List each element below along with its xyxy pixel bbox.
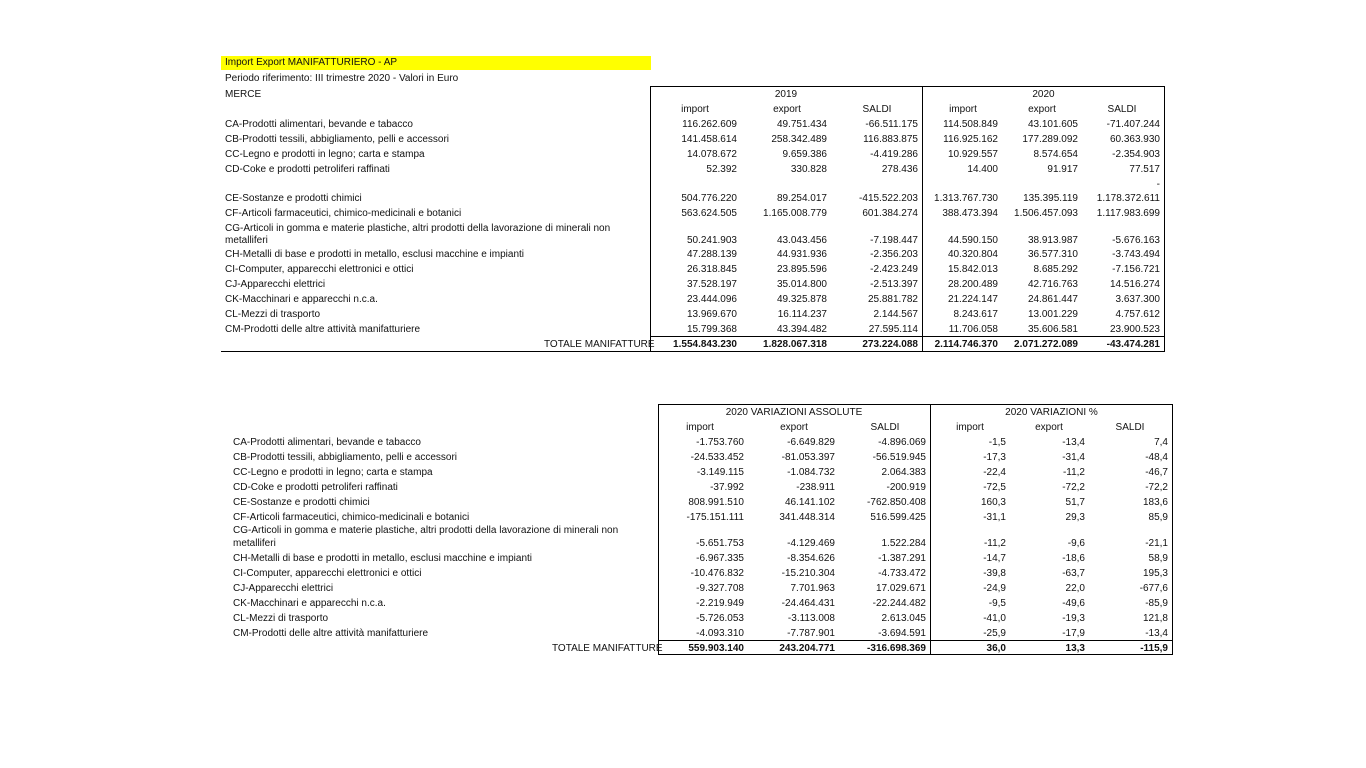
table1-cell: 388.473.394 [942,208,998,219]
table1-cell: 135.395.119 [1023,193,1078,204]
table1-col-header: export [773,104,801,115]
table1-cell: -66.511.175 [865,119,918,130]
table1-row-label: CG-Articoli in gomma e materie plastiche, altri prodotti della lavorazione di minerali non [225,223,611,234]
table1-cell: 25.881.782 [867,294,918,305]
table2-cell: -46,7 [1145,467,1168,478]
table2-cell: -37.992 [710,482,744,493]
table2-row-label: CC-Legno e prodotti in legno; carta e stampa [233,467,433,478]
table2-cell: -8.354.626 [787,553,835,564]
table2-cell: -762.850.408 [867,497,926,508]
table2-cell: -6.649.829 [787,437,835,448]
table1-row-label: CB-Prodotti tessili, abbigliamento, pelli e accessori [225,134,449,145]
table2-cell: -24,9 [983,583,1006,594]
table1-cell: 44.590.150 [947,235,998,246]
table1-cell: -2.423.249 [870,264,918,275]
table2-cell: -56.519.945 [872,452,926,463]
table1-cell: 177.289.092 [1022,134,1078,145]
table1-cell: 89.254.017 [776,193,827,204]
table2-total-cell: 36,0 [986,643,1006,654]
table2-cell: 85,9 [1148,512,1168,523]
table1-col-header: import [681,104,709,115]
table1-cell: 38.913.987 [1027,235,1078,246]
table1-cell: 15.799.368 [686,324,737,335]
table2-cell: -24.533.452 [690,452,744,463]
table2-cell: -3.113.008 [787,613,835,624]
table1-cell: 23.444.096 [686,294,737,305]
table2-col-header: export [780,422,808,433]
table2-cell: -13,4 [1145,628,1168,639]
table1-cell: 49.751.434 [776,119,827,130]
table2-cell: -4.733.472 [878,568,926,579]
table1-cell: 24.861.447 [1027,294,1078,305]
table1-cell: 43.043.456 [776,235,827,246]
table1-cell: 258.342.489 [771,134,827,145]
table1-cell: 44.931.936 [776,249,827,260]
table1-row-label: CL-Mezzi di trasporto [225,309,321,320]
table2-total-cell: 559.903.140 [688,643,744,654]
table1-cell: 8.685.292 [1033,264,1078,275]
table2-cell: -3.694.591 [878,628,926,639]
table2-cell: -21,1 [1145,538,1168,549]
table2-row-label-cont: metalliferi [233,538,276,549]
table2-row-label: CA-Prodotti alimentari, bevande e tabacco [233,437,421,448]
table1-cell: 16.114.237 [777,309,827,320]
table2-cell: -72,2 [1062,482,1085,493]
table2-row-label: CB-Prodotti tessili, abbigliamento, pelli e accessori [233,452,457,463]
table1-cell: 91.917 [1047,164,1078,175]
table1-cell: -71.407.244 [1106,119,1160,130]
table2-total-cell: 13,3 [1065,643,1085,654]
sheet-title: Import Export MANIFATTURIERO - AP [221,56,651,70]
table1-cell: 14.516.274 [1109,279,1160,290]
table2-cell: -24.464.431 [781,598,835,609]
table2-row-label: CF-Articoli farmaceutici, chimico-medicinali e botanici [233,512,470,523]
table2-cell: -11,2 [983,538,1006,549]
table1-cell: 114.508.849 [943,119,998,130]
table2-cell: 7,4 [1154,437,1168,448]
table1-cell: 21.224.147 [947,294,998,305]
table1-cell: 42.716.763 [1027,279,1078,290]
table2-cell: 160,3 [980,497,1006,508]
table1-cell: 8.243.617 [953,309,998,320]
table1-row-label: CA-Prodotti alimentari, bevande e tabacco [225,119,413,130]
variazioni-assolute-header: 2020 VARIAZIONI ASSOLUTE [725,407,863,418]
table2-cell: -41,0 [983,613,1006,624]
table2-cell: -72,2 [1145,482,1168,493]
table2-cell: -1.084.732 [787,467,835,478]
table2-cell: -9,5 [988,598,1006,609]
table2-cell: 341.448.314 [779,512,835,523]
table1-cell: 36.577.310 [1027,249,1078,260]
table2-cell: -175.151.111 [686,512,744,523]
table2-cell: -17,3 [983,452,1006,463]
table1-cell: 60.363.930 [1109,134,1160,145]
table1-cell: -5.676.163 [1112,235,1160,246]
table1-col-header: SALDI [862,104,892,115]
table2-cell: -11,2 [1062,467,1085,478]
table1-cell: 1.117.983.699 [1096,208,1160,219]
table2-cell: -15.210.304 [781,568,835,579]
table1-cell: 1.313.767.730 [934,193,998,204]
table2-cell: -4.129.469 [787,538,835,549]
table2-cell: 17.029.671 [875,583,926,594]
table1-row-label: CJ-Apparecchi elettrici [225,279,326,290]
table2-cell: -9,6 [1067,538,1085,549]
table1-cell: 8.574.654 [1033,149,1078,160]
table2-cell: -17,9 [1062,628,1085,639]
table1-total-cell: 1.828.067.318 [763,339,827,350]
table1-cell: 28.200.489 [947,279,998,290]
year-2020-header: 2020 [1032,89,1055,100]
table1-cell: 9.659.386 [782,149,827,160]
table2-cell: 2.613.045 [881,613,926,624]
table1-cell: 278.436 [881,164,918,175]
table1-col-header: SALDI [1107,104,1137,115]
table1-total-label: TOTALE MANIFATTURE [544,339,655,350]
table1-cell: 13.969.670 [686,309,737,320]
table2-row-label: CH-Metalli di base e prodotti in metallo, esclusi macchine e impianti [233,553,533,564]
table1-row-label: CI-Computer, apparecchi elettronici e ottici [225,264,414,275]
table2-cell: -4.093.310 [696,628,744,639]
table2-cell: 2.064.383 [881,467,926,478]
table1-total-cell: 1.554.843.230 [673,339,737,350]
table2-cell: -10.476.832 [690,568,744,579]
table1-cell: -3.743.494 [1112,249,1160,260]
table2-cell: -81.053.397 [781,452,835,463]
table2-cell: -1.387.291 [878,553,926,564]
table2-row-label: CK-Macchinari e apparecchi n.c.a. [233,598,386,609]
table2-total-label: TOTALE MANIFATTURE [552,643,663,654]
table2-cell: -5.651.753 [696,538,744,549]
table1-cell: 35.014.800 [776,279,827,290]
table2-cell: -25,9 [983,628,1006,639]
table2-row-label: CG-Articoli in gomma e materie plastiche, altri prodotti della lavorazione di minerali non [233,525,619,536]
table2-cell: 22,0 [1065,583,1085,594]
table1-cell: 2.144.567 [873,309,918,320]
table2-cell: 58,9 [1148,553,1168,564]
merce-label: MERCE [225,89,262,100]
table2-cell: -200.919 [886,482,926,493]
table1-col-header: export [1028,104,1056,115]
table1-total-cell: 273.224.088 [862,339,918,350]
table1-cell: 116.262.609 [682,119,737,130]
table1-row-label: CE-Sostanze e prodotti chimici [225,193,362,204]
table1-row-label-cont: metalliferi [225,235,268,246]
table1-cell: 116.883.875 [863,134,918,145]
table2-row-label: CJ-Apparecchi elettrici [233,583,334,594]
table2-total-cell: 243.204.771 [779,643,835,654]
table2-cell: -677,6 [1139,583,1168,594]
table2-cell: -39,8 [983,568,1006,579]
table1-cell: 141.458.614 [681,134,737,145]
table1-row-label: CM-Prodotti delle altre attività manifatturiere [225,324,421,335]
table1-cell: 330.828 [790,164,827,175]
table1-cell: 3.637.300 [1115,294,1160,305]
table2-cell: 808.991.510 [688,497,744,508]
table1-row-label: CD-Coke e prodotti petroliferi raffinati [225,164,390,175]
period-subtitle: Periodo riferimento: III trimestre 2020 - Valori in Euro [225,73,459,84]
table1-cell: 37.528.197 [686,279,737,290]
table2-cell: -14,7 [983,553,1006,564]
table1-cell: -2.356.203 [870,249,918,260]
table2-row-label: CD-Coke e prodotti petroliferi raffinati [233,482,398,493]
table1-cell: 35.606.581 [1027,324,1078,335]
table2-cell: -9.327.708 [696,583,744,594]
table1-cell: 26.318.845 [686,264,737,275]
table1-cell: 50.241.903 [686,235,737,246]
table2-cell: -6.967.335 [696,553,744,564]
table1-cell: 47.288.139 [686,249,737,260]
table1-total-cell: 2.114.746.370 [934,339,998,350]
table1-cell: 116.925.162 [943,134,998,145]
table1-cell: -2.354.903 [1112,149,1160,160]
table2-total-cell: -316.698.369 [867,643,926,654]
table1-cell: 1.506.457.093 [1014,208,1078,219]
table2-cell: 195,3 [1142,568,1168,579]
variazioni-pct-header: 2020 VARIAZIONI % [1005,407,1098,418]
table1-total-line [650,336,1165,337]
table2-cell: -85,9 [1145,598,1168,609]
table1-cell: 43.101.605 [1027,119,1078,130]
table1-cell: 10.929.557 [947,149,998,160]
table2-cell: -1.753.760 [696,437,744,448]
table1-cell: -7.156.721 [1112,264,1160,275]
table1-cell: 1.165.008.779 [763,208,827,219]
table1-cell: 563.624.505 [681,208,737,219]
table2-cell: -1,5 [988,437,1006,448]
table2-cell: -4.896.069 [878,437,926,448]
table2-cell: -22,4 [983,467,1006,478]
table1-row-label: CK-Macchinari e apparecchi n.c.a. [225,294,378,305]
table2-total-cell: -115,9 [1140,643,1168,654]
table1-cell: 15.842.013 [947,264,998,275]
year-2019-header: 2019 [774,89,798,100]
table1-cell: 23.895.596 [776,264,827,275]
table1-cell: 49.325.878 [776,294,827,305]
table2-cell: -63,7 [1062,568,1085,579]
table1-cell: -2.513.397 [870,279,918,290]
table2-cell: 46.141.102 [784,497,835,508]
table1-cell: -415.522.203 [859,193,918,204]
table2-row-label: CM-Prodotti delle altre attività manifatturiere [233,628,429,639]
table1-dash: - [1156,179,1160,190]
table2-cell: -49,6 [1062,598,1085,609]
table2-cell: -3.149.115 [696,467,744,478]
table1-cell: 43.394.482 [776,324,827,335]
table2-cell: 516.599.425 [870,512,926,523]
table1-cell: -7.198.447 [870,235,918,246]
table1-cell: 13.001.229 [1027,309,1078,320]
table2-row-label: CE-Sostanze e prodotti chimici [233,497,370,508]
table2-cell: -19,3 [1062,613,1085,624]
table2-col-header: SALDI [1115,422,1145,433]
table1-row-label: CF-Articoli farmaceutici, chimico-medicinali e botanici [225,208,462,219]
table1-cell: 4.757.612 [1115,309,1160,320]
table1-cell: 601.384.274 [862,208,918,219]
table2-cell: -31,1 [983,512,1006,523]
table2-cell: 121,8 [1142,613,1168,624]
table2-cell: -2.219.949 [696,598,744,609]
table1-cell: 504.776.220 [681,193,737,204]
table2-row-label: CI-Computer, apparecchi elettronici e ottici [233,568,422,579]
table1-row-label: CC-Legno e prodotti in legno; carta e stampa [225,149,425,160]
table2-cell: 51,7 [1065,497,1085,508]
table2-cell: -13,4 [1062,437,1085,448]
table2-cell: 1.522.284 [881,538,926,549]
table1-cell: 52.392 [706,164,737,175]
table2-cell: -7.787.901 [787,628,835,639]
table1-cell: 23.900.523 [1109,324,1160,335]
table2-cell: 29,3 [1065,512,1085,523]
table1-cell: 14.078.672 [686,149,737,160]
table1-cell: 77.517 [1129,164,1160,175]
table1-cell: -4.419.286 [870,149,918,160]
table1-cell: 11.706.058 [948,324,998,335]
table2-cell: -238.911 [796,482,835,493]
table1-total-cell: -43.474.281 [1106,339,1160,350]
table2-cell: -48,4 [1145,452,1168,463]
table2-cell: -18,6 [1062,553,1085,564]
table2-row-label: CL-Mezzi di trasporto [233,613,329,624]
table2-cell: -22.244.482 [872,598,926,609]
table1-cell: 40.320.804 [947,249,998,260]
table2-cell: -72,5 [983,482,1006,493]
table2-col-header: SALDI [870,422,900,433]
table2-cell: 183,6 [1142,497,1168,508]
table2-col-header: export [1035,422,1063,433]
table1-cell: 1.178.372.611 [1096,193,1160,204]
table2-cell: 7.701.963 [790,583,835,594]
table1-col-header: import [949,104,977,115]
table1-cell: 14.400 [967,164,998,175]
table2-col-header: import [956,422,984,433]
table2-col-header: import [686,422,714,433]
table1-total-cell: 2.071.272.089 [1014,339,1078,350]
table1-row-label: CH-Metalli di base e prodotti in metallo, esclusi macchine e impianti [225,249,525,260]
table2-cell: -31,4 [1062,452,1085,463]
table1-cell: 27.595.114 [868,324,918,335]
table2-cell: -5.726.053 [696,613,744,624]
